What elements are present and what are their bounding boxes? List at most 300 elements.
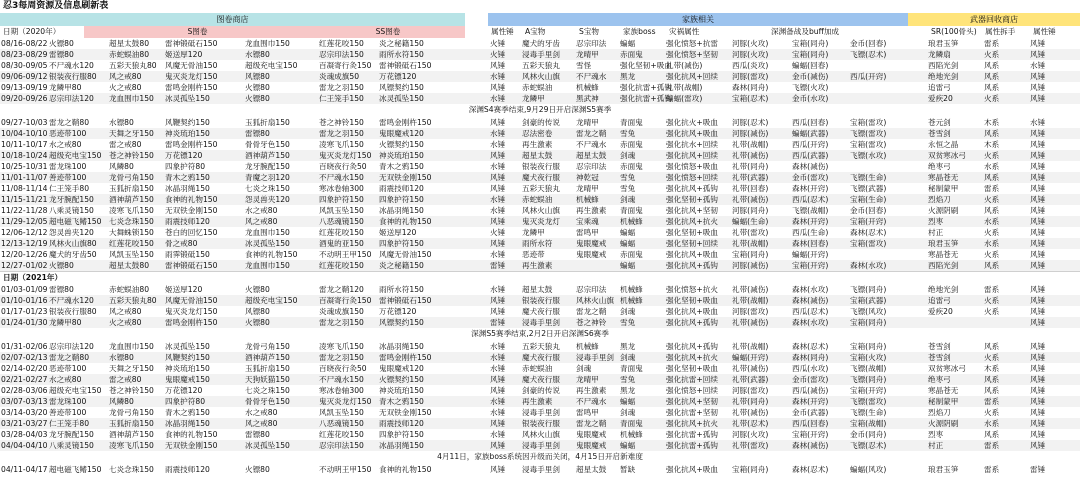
table-cell: 礼带(回春) (732, 184, 769, 193)
table-cell: 河豚(雷攻) (732, 72, 769, 81)
table-cell: 04/04-04/10 (1, 441, 48, 450)
table-cell: 龙晴甲 (576, 50, 599, 59)
table-cell: 礼带(减伤) (732, 285, 769, 294)
table-cell: 黑龙 (620, 72, 636, 81)
table-cell: 天舞之牙150 (109, 364, 154, 373)
table-cell: 琅君玉笋 (928, 39, 959, 48)
table-cell: 风锤 (490, 441, 506, 450)
table-cell: 强化抗雷+坚韧 (666, 408, 718, 417)
table-cell: 剑魂 (620, 307, 636, 316)
table-cell: 赤蛇蜈油 (522, 195, 553, 204)
table-cell: 风锤 (1030, 364, 1046, 373)
table-cell: 赤蛇蜈油80 (109, 50, 150, 59)
table-cell: 火之戒80 (109, 318, 142, 327)
table-cell: 忍宗印法120 (49, 342, 94, 351)
table-cell: 蝙蝠(生命) (732, 217, 769, 226)
table-cell: 炎魂成旗150 (319, 307, 364, 316)
table-cell: 宝箱(同舟) (732, 250, 769, 259)
table-cell: 剑魂 (620, 151, 636, 160)
table-cell: 河豚(雷攻) (732, 386, 769, 395)
table-cell: 龙晴甲 (576, 184, 599, 193)
table-cell: 风魔无骨油150 (165, 61, 218, 70)
table-cell: 食神的礼物150 (379, 465, 432, 474)
table-cell: 水锤 (490, 94, 506, 103)
table-cell: 七炎之珠150 (245, 386, 290, 395)
table-cell: 雷神锻砥石150 (165, 261, 218, 270)
table-cell: 宝箱(雷攻) (850, 239, 887, 248)
table-cell: 强化抗雷+回续 (666, 375, 718, 384)
table-cell: 水之戒80 (245, 206, 278, 215)
table-cell: 酒神葫芦150 (245, 151, 290, 160)
table-cell: 12/06-12/12 (1, 228, 48, 237)
table-cell: 恶迹带100 (49, 129, 87, 138)
table-row (0, 227, 1080, 238)
table-cell: 冰晶羽绳150 (379, 342, 424, 351)
table-cell: 骨骨牙色150 (245, 140, 290, 149)
table-cell: 忍宗印法 (576, 285, 607, 294)
table-cell: 宝箱(生命) (850, 195, 887, 204)
table-cell: 绝枣弓 (928, 375, 951, 384)
table-cell: 雷鸣金刚杵150 (165, 83, 218, 92)
table-cell: 苍之神铃 (576, 318, 607, 327)
table-cell: 风镖80 (245, 72, 270, 81)
table-cell: 03/21-03/27 (1, 419, 48, 428)
table-cell: 火镖80 (245, 318, 270, 327)
table-cell: 火镖80 (245, 465, 270, 474)
table-cell: 鬼眼魔戒 (576, 441, 607, 450)
table-cell: 不尸魂水120 (49, 296, 94, 305)
table-cell (850, 60, 908, 71)
table-cell: 11/08-11/14 (1, 184, 48, 193)
table-cell: 雨震技师120 (165, 217, 210, 226)
table-cell: 忍宗印法 (576, 162, 607, 171)
table-cell: 鬼灭炎龙灯150 (319, 151, 372, 160)
table-cell: 强化抗风+吸血 (666, 129, 718, 138)
table-cell: 礼带(减伤) (666, 61, 703, 70)
table-cell: 龙骨弓角150 (245, 342, 290, 351)
table-cell: 红莲花咬150 (319, 228, 364, 237)
table-cell: 浸毒手里剑 (522, 441, 560, 450)
table-cell: 鬼灭炎龙灯150 (165, 72, 218, 81)
table-cell: 雷龙之鞘 (576, 419, 607, 428)
table-cell: 西瓜(水攻) (792, 364, 829, 373)
table-cell: 玉狐折扇150 (109, 419, 154, 428)
table-cell: 超级充电宝150 (49, 151, 102, 160)
table-cell: 西陷光剑 (928, 261, 959, 270)
table-cell: 飞镖(火攻) (792, 83, 829, 92)
table-cell: 水锤 (490, 162, 506, 171)
table-row (0, 341, 1080, 352)
table-cell: 雷龙珠100 (49, 162, 87, 171)
table-cell: 河豚(火攻) (732, 39, 769, 48)
table-cell: 强化抗风+孤钩 (666, 342, 718, 351)
table-cell: 青面鬼 (620, 364, 643, 373)
table-row (0, 139, 1080, 150)
table-cell: 雷龙之鞘120 (319, 285, 364, 294)
table-cell: 四象护符150 (379, 239, 424, 248)
table-cell: 八恶魂镜150 (319, 217, 364, 226)
table-cell: 忍宗印法120 (49, 94, 94, 103)
table-cell: 强化坚韧+吸血 (666, 296, 718, 305)
table-cell: 河豚(火攻) (732, 430, 769, 439)
table-cell: 龙牙腕配150 (49, 195, 94, 204)
table-cell: 礼带(战帽) (732, 239, 769, 248)
table-cell: 银装夜行服 (522, 296, 560, 305)
table-cell: 08/23-08/29 (1, 50, 48, 59)
table-row (0, 363, 1080, 374)
table-cell: 火系 (984, 94, 1000, 103)
table-row (0, 407, 1080, 418)
table-cell: 魔犬的牙齿50 (49, 250, 97, 259)
table-cell: 强化坚韧+吸血 (666, 364, 718, 373)
table-cell: 雷锤 (490, 318, 506, 327)
table-cell: 风锤 (1030, 408, 1046, 417)
table-cell: 水锤 (490, 140, 506, 149)
table-cell: 青魔之羽120 (245, 173, 290, 182)
table-row (0, 172, 1080, 183)
table-cell: 龙血围巾150 (245, 39, 290, 48)
table-cell: 火之戒80 (109, 83, 142, 92)
table-cell: 黑龙 (620, 386, 636, 395)
table-cell: 无双铁金刚150 (379, 408, 432, 417)
table-cell: 浸毒手里剑 (522, 318, 560, 327)
table-cell: 蝙蝠(武器) (792, 129, 829, 138)
table-cell: 西陷光剑 (928, 61, 959, 70)
table-cell: 风锤 (490, 419, 506, 428)
table-cell: 02/07-02/13 (1, 353, 48, 362)
table-cell: 宝箱(武器) (850, 296, 887, 305)
table-cell: 神炎琉珀150 (165, 129, 210, 138)
table-cell: 龙血围巾150 (245, 228, 290, 237)
table-cell: 礼带(武器) (732, 173, 769, 182)
table-cell: 风锤 (490, 83, 506, 92)
table-cell: 苍之神铃150 (109, 386, 154, 395)
table-cell: 西瓜(减伤) (792, 386, 829, 395)
table-cell: 风鳞80 (109, 397, 134, 406)
column-header: 灾祸属性 (666, 26, 730, 38)
table-cell: 雷龙之鞘80 (49, 353, 90, 362)
table-cell (928, 317, 982, 328)
table-cell: 青面鬼 (620, 206, 643, 215)
table-cell: 强化抗风+孤钩 (666, 318, 718, 327)
table-cell: 鬼眼魔戒150 (165, 375, 210, 384)
table-cell: 青木之鸦150 (379, 397, 424, 406)
table-cell: 鬼眼魔戒 (576, 250, 607, 259)
table-cell: 浸毒手里剑 (522, 465, 560, 474)
table-cell: 再生激素 (522, 140, 553, 149)
table-cell: 苍元剑 (928, 118, 951, 127)
table-cell: 强化抗风+回续 (666, 72, 718, 81)
table-cell: 风锤 (1030, 353, 1046, 362)
table-cell: 八乘灵镜150 (49, 206, 94, 215)
table-cell: 雷鸣金刚杵150 (165, 318, 218, 327)
table-cell: 水锤 (490, 72, 506, 81)
table-cell: 机械蜂 (620, 285, 643, 294)
table-cell: 雪怪 (576, 61, 592, 70)
table-cell: 风锤 (1030, 261, 1046, 270)
table-cell: 善迹带100 (49, 408, 87, 417)
table-cell: 强化愤怒+吸血 (666, 162, 718, 171)
table-cell: 青木之鸦150 (165, 408, 210, 417)
table-cell: 风锤 (1030, 307, 1046, 316)
table-cell: 玉狐折扇150 (245, 364, 290, 373)
table-cell: 飞镖(生命) (850, 173, 887, 182)
table-cell: 风锤 (1030, 39, 1046, 48)
table-cell: 03/07-03/13 (1, 397, 48, 406)
table-cell: 青面鬼 (620, 419, 643, 428)
table-cell: 森林(忍术) (792, 465, 829, 474)
table-cell: 风锤 (1030, 151, 1046, 160)
table-cell (984, 317, 1030, 328)
table-cell: 风系 (984, 430, 1000, 439)
table-cell: 西瓜(开窍) (792, 140, 829, 149)
table-row (0, 249, 1080, 260)
table-cell: 风锤 (1030, 296, 1046, 305)
table-cell: 飞镖(战帽) (850, 364, 887, 373)
table-cell: 风镖80 (245, 307, 270, 316)
table-row (0, 284, 1080, 295)
table-cell: 风锤 (490, 151, 506, 160)
table-cell: 风锤 (1030, 397, 1046, 406)
table-cell: 百晓夜行灸50 (319, 162, 367, 171)
table-cell: 强化抗风+吸血 (666, 250, 718, 259)
table-cell: 02/28-03/06 (1, 386, 48, 395)
table-cell: 村正 (928, 441, 944, 450)
table-cell: 水锤 (490, 129, 506, 138)
table-cell: 风镖契约150 (379, 318, 424, 327)
table-cell: 龙鳞甲 (522, 94, 545, 103)
table-cell: 森林(水攻) (850, 261, 887, 270)
table-cell: 雷镖80 (49, 285, 74, 294)
table-cell: 赤面鬼 (620, 162, 643, 171)
table-cell: 凌寒飞爪150 (109, 441, 154, 450)
table-cell: 礼带(忍术) (732, 419, 769, 428)
table-cell: 绝地光剑 (928, 72, 959, 81)
table-cell: 风锤 (1030, 50, 1046, 59)
announcement-row (0, 451, 1080, 464)
table-cell: 蝙蝠(开窍) (792, 250, 829, 259)
table-cell: 琅君玉笋 (928, 465, 959, 474)
table-cell: 风之戒80 (245, 419, 278, 428)
table-cell: 不尸魂水 (576, 140, 607, 149)
table-cell: 风系 (984, 173, 1000, 182)
table-row (0, 260, 1080, 271)
table-cell: 鬼眼魔戒120 (379, 129, 424, 138)
table-cell: 水锤 (490, 250, 506, 259)
table-cell: 火系 (984, 307, 1000, 316)
table-cell: 蝙蝠 (620, 239, 636, 248)
table-cell: 龙鳞甲80 (49, 318, 82, 327)
table-cell: 蝙蝠(风攻) (850, 465, 887, 474)
table-cell: 五彩天狼丸 (522, 184, 560, 193)
table-cell: 姬送厚120 (165, 50, 203, 59)
table-cell: 雪兔 (620, 173, 636, 182)
table-cell: 魔犬夜行服 (522, 307, 560, 316)
table-cell: 冰灵孤坠150 (165, 94, 210, 103)
table-cell: 风锤 (1030, 239, 1046, 248)
table-cell: 鬼眼魔戒120 (379, 364, 424, 373)
table-cell: 无双铁金刚150 (379, 173, 432, 182)
table-cell: 永恒之晶 (928, 140, 959, 149)
table-cell: 火锤 (490, 39, 506, 48)
table-cell: 西瓜(回春) (792, 419, 829, 428)
table-cell: 冰晶羽绳150 (379, 206, 424, 215)
table-cell: 四象护符150 (379, 195, 424, 204)
table-cell: 风之戒80 (109, 72, 142, 81)
table-row (0, 49, 1080, 60)
table-cell: 金币(雷攻) (792, 173, 829, 182)
table-cell: 蝙蝠(雷攻) (666, 94, 703, 103)
table-cell: 森林(同舟) (792, 353, 829, 362)
table-cell: 风系 (984, 206, 1000, 215)
table-cell: 雷鸣金刚杵150 (379, 353, 432, 362)
table-cell: 恶迹带100 (49, 364, 87, 373)
table-cell: 强化愤怒+回续 (666, 386, 718, 395)
table-cell: 风锤 (1030, 140, 1046, 149)
table-cell: 风鞭契约150 (165, 353, 210, 362)
table-cell: 再生激素 (522, 397, 553, 406)
table-cell: 风系 (984, 261, 1000, 270)
table-cell: 风锤 (1030, 162, 1046, 171)
table-row (0, 295, 1080, 306)
table-cell: 强化抗风+抗火 (666, 217, 718, 226)
table-cell: 风锤 (1030, 386, 1046, 395)
table-cell: 森林(减伤) (792, 441, 829, 450)
table-cell: 风锤 (1030, 206, 1046, 215)
table-cell: 雨所水符150 (379, 285, 424, 294)
table-cell: 银装夜行服80 (49, 307, 97, 316)
table-cell: 不动明王甲150 (319, 465, 372, 474)
table-cell: 风锤 (1030, 94, 1046, 103)
table-cell: 风林火山旗 (522, 430, 560, 439)
table-cell: 百凝寄行灸150 (319, 61, 372, 70)
table-cell: 森林(水攻) (792, 285, 829, 294)
table-cell: 宝箱(战帽) (850, 419, 887, 428)
table-cell: 浸毒手里剑 (522, 50, 560, 59)
table-cell: 无双铁金刚150 (165, 206, 218, 215)
table-cell: 水之戒80 (49, 140, 82, 149)
table-cell: 风锤 (490, 375, 506, 384)
table-cell: 风锤 (1030, 173, 1046, 182)
table-cell: 火镖80 (245, 285, 270, 294)
table-cell: 西瓜(炎攻) (732, 61, 769, 70)
table-cell: 水锤 (490, 353, 506, 362)
announcement-row (0, 104, 1080, 117)
table-cell: 火镖契约150 (379, 375, 424, 384)
table-cell: 宝箱(雷攻) (850, 118, 887, 127)
table-cell: 大舞蛛锁150 (109, 228, 154, 237)
table-cell: 礼带(武器) (732, 375, 769, 384)
table-cell: 神炎琉珀150 (379, 151, 424, 160)
table-cell: 神乾冠 (576, 173, 599, 182)
table-cell: 雷龙之鞘 (576, 129, 607, 138)
table-cell (850, 249, 908, 260)
table-cell: 忍法密卷 (522, 129, 553, 138)
table-cell: 火系 (984, 228, 1000, 237)
table-cell: 万花镖120 (165, 386, 203, 395)
table-cell: 强化坚韧+孤钩 (666, 195, 718, 204)
table-cell: 飞镖(水攻) (850, 151, 887, 160)
table-cell: 鬼眼魔戒 (576, 239, 607, 248)
table-cell: 河豚(同舟) (732, 206, 769, 215)
table-cell: 食神的礼物150 (165, 195, 218, 204)
table-row (0, 60, 1080, 71)
table-cell: 强化抗风+抗火 (666, 353, 718, 362)
table-cell: 四象护符150 (379, 430, 424, 439)
table-cell: 骨之戒80 (165, 239, 198, 248)
table-cell: 礼带(战帽) (732, 342, 769, 351)
table-cell: 雷神锻砥石150 (379, 61, 432, 70)
table-cell: 01/17-01/23 (1, 307, 48, 316)
table-cell: 冰晶羽绳150 (379, 441, 424, 450)
table-cell: 雨震技师120 (379, 419, 424, 428)
table-cell: 雷龙之羽150 (319, 318, 364, 327)
table-cell: 风系 (984, 61, 1000, 70)
table-cell: 龙血围巾150 (109, 342, 154, 351)
table-cell: 雷龙珠100 (49, 397, 87, 406)
table-cell: 火镖80 (49, 261, 74, 270)
table-cell: 苍雪剑 (928, 342, 951, 351)
data-rows (0, 38, 1080, 475)
table-row (0, 183, 1080, 194)
table-cell: 姬送厚120 (165, 285, 203, 294)
table-cell: 西瓜(忍术) (792, 195, 829, 204)
table-cell: 宝箱(同舟) (850, 342, 887, 351)
table-cell: 冰晶羽绳150 (165, 184, 210, 193)
announcement-text: 深渊S5赛季结束,2月2日开启深渊S6赛季 (471, 329, 609, 338)
table-cell: 超星太鼓80 (109, 261, 150, 270)
table-cell: 火系 (984, 296, 1000, 305)
table-cell: 礼带(减伤) (732, 318, 769, 327)
table-cell: 风系 (984, 129, 1000, 138)
table-cell: 万花镖120 (379, 72, 417, 81)
table-cell: 超电磁飞鳍150 (49, 465, 102, 474)
table-cell: 机械蜂 (620, 296, 643, 305)
table-cell: 银装夜行服 (522, 419, 560, 428)
table-row (0, 216, 1080, 227)
table-cell: 忍宗印法 (576, 39, 607, 48)
table-cell: 冰灵孤坠150 (379, 94, 424, 103)
table-cell: 水系 (984, 162, 1000, 171)
table-cell: 雨所水符 (522, 239, 553, 248)
table-cell: 龙骨弓角150 (109, 408, 154, 417)
table-cell: 03/14-03/20 (1, 408, 48, 417)
table-cell: 黑武神 (576, 94, 599, 103)
table-cell: 风魔无骨油150 (165, 296, 218, 305)
table-cell: 河豚(减伤) (732, 261, 769, 270)
table-cell: 雷龙之羽150 (319, 83, 364, 92)
table-cell: 剑魂 (620, 195, 636, 204)
table-cell: 再生激素 (576, 386, 607, 395)
year-label-row (0, 271, 1080, 284)
table-cell: 宝箱(开窍) (792, 261, 829, 270)
table-cell: 09/27-10/03 (1, 118, 48, 127)
table-cell: 超级充电宝150 (245, 61, 298, 70)
table-cell: 11/22-11/28 (1, 206, 48, 215)
table-cell: 雪兔 (620, 184, 636, 193)
table-cell: 骨骨牙色150 (245, 397, 290, 406)
table-cell: 魔犬夜行服 (522, 173, 560, 182)
table-row (0, 429, 1080, 440)
table-cell: 10/11-10/17 (1, 140, 48, 149)
table-cell: 12/27-01/02 (1, 261, 48, 270)
table-cell: 青木之鸦150 (165, 173, 210, 182)
table-row (0, 38, 1080, 49)
table-cell: 10/04-10/10 (1, 129, 48, 138)
table-cell (850, 161, 908, 172)
table-cell: 飞镖(雷攻) (850, 129, 887, 138)
table-cell: 火系 (984, 250, 1000, 259)
